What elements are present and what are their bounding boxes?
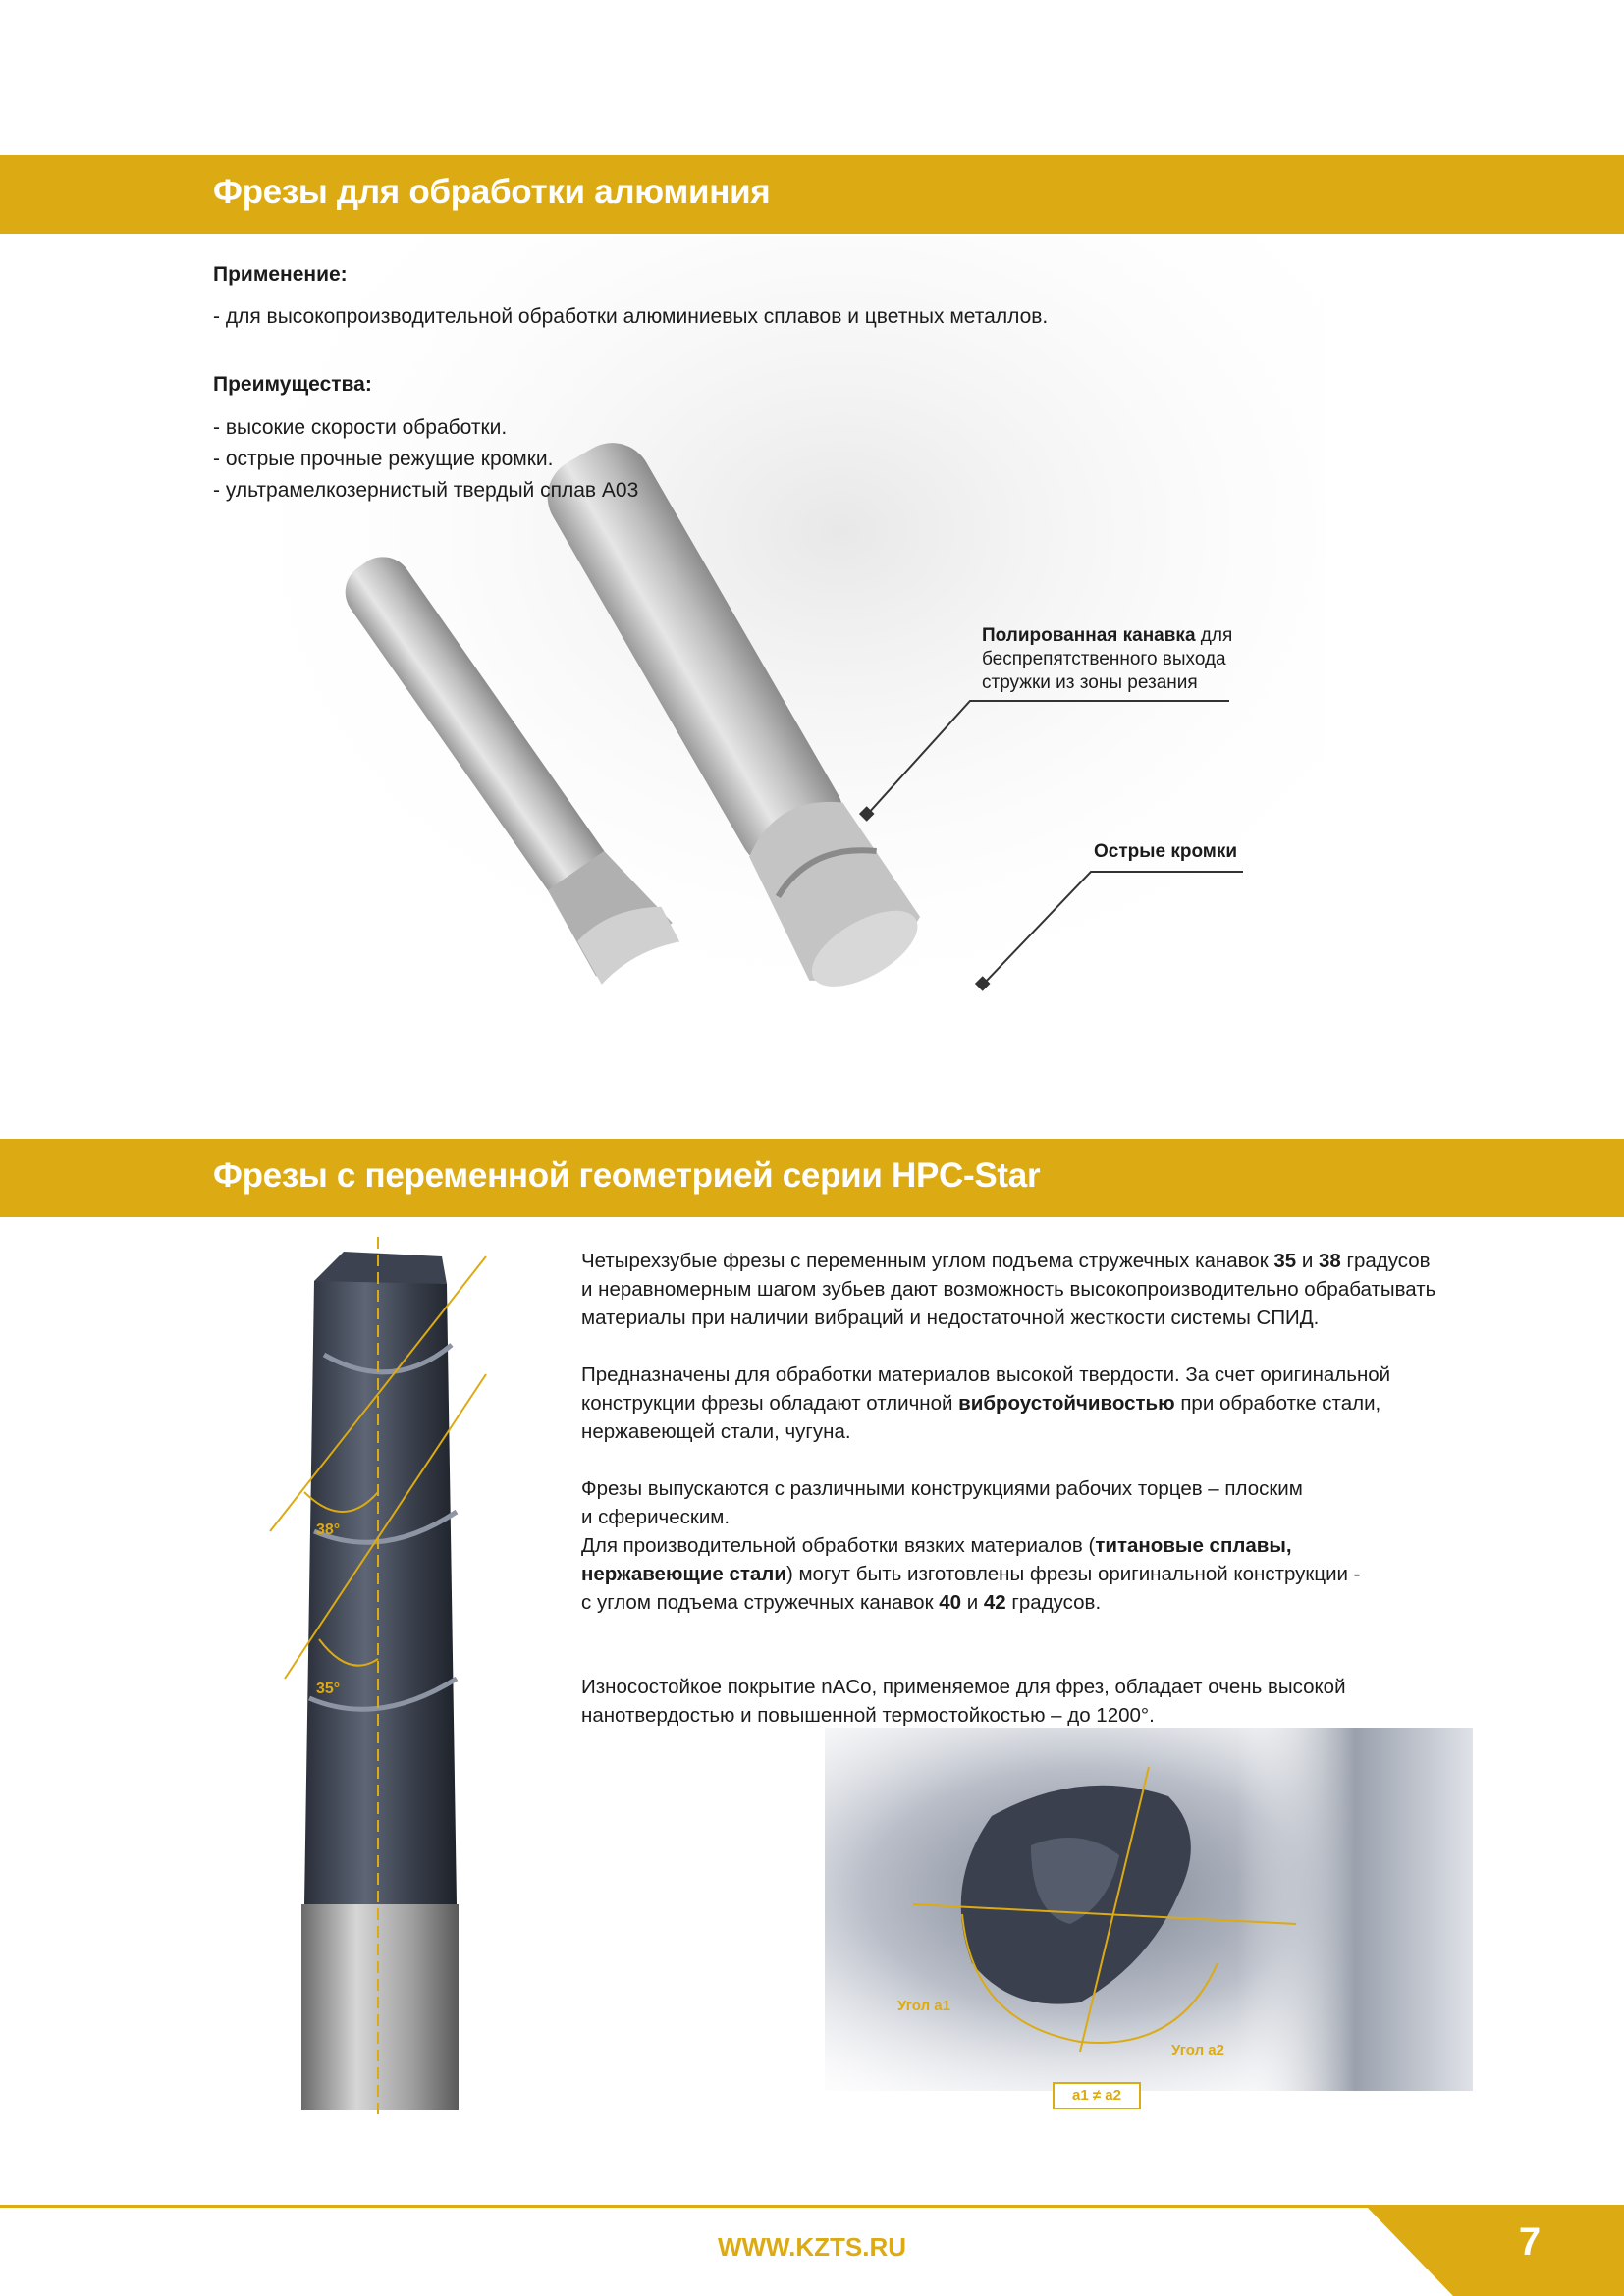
advantage-item: - высокие скорости обработки. — [213, 416, 508, 439]
hpc-star-end-mill-image — [255, 1237, 511, 2120]
paragraph-4: Износостойкое покрытие nACo, применяемое для фрез, обладает очень высокой нанотвердостью и повышенной термостойкостью – до 1200°. — [581, 1676, 1346, 1727]
angle-inequality-label: a1 ≠ a2 — [1072, 2087, 1121, 2104]
callout-sharp-edges: Острые кромки — [1094, 841, 1238, 862]
application-heading: Применение: — [213, 263, 348, 286]
section-title: Фрезы с переменной геометрией серии HPC-Star — [213, 1156, 1041, 1195]
callout-leader-lines — [0, 0, 1624, 1080]
paragraph-2: Предназначены для обработки материалов высокой твердости. За счет оригинальной конструкции фрезы обладают отличной виброустойчивостью при обработке стали, нержавеющей стали, чугуна. — [581, 1363, 1391, 1443]
callout-flute-bold: Полированная канавка — [982, 625, 1196, 646]
section-header-hpc-star — [0, 1139, 1624, 1217]
angle-label-35: 35° — [316, 1681, 341, 1697]
paragraph-3: Фрезы выпускаются с различными конструкциями рабочих торцев – плоским и сферическим. Для производительной обработки вязких материалов (титановые сплавы, нержавеющие стали) могут быть изготовлены фрезы оригинальной конструкции - с углом подъема стружечных канавок 40 и 42 градусов. — [581, 1477, 1361, 1614]
cutter-tip-closeup-image — [825, 1728, 1473, 2120]
advantage-item: - острые прочные режущие кромки. — [213, 448, 554, 470]
application-text: - для высокопроизводительной обработки алюминиевых сплавов и цветных металлов. — [213, 305, 1049, 328]
advantages-heading: Преимущества: — [213, 373, 372, 396]
angle-label-a1: Угол a1 — [897, 1998, 950, 2014]
section-title: Фрезы для обработки алюминия — [213, 173, 771, 211]
callout-polished-flute: Полированная канавка для беспрепятственного выхода стружки из зоны резания — [982, 625, 1233, 693]
paragraph-1: Четырехзубые фрезы с переменным углом подъема стружечных канавок 35 и 38 градусов и неравномерным шагом зубьев дают возможность высокопроизводительно обрабатывать материалы при наличии вибраций и недостаточной жесткости системы СПИД. — [581, 1250, 1436, 1329]
page-number: 7 — [1518, 2220, 1542, 2264]
angle-label-38: 38° — [316, 1522, 341, 1538]
advantage-item: - ультрамелкозернистый твердый сплав А03 — [213, 479, 639, 502]
angle-label-a2: Угол a2 — [1171, 2042, 1224, 2058]
footer-website-link[interactable]: WWW.KZTS.RU — [717, 2232, 907, 2262]
